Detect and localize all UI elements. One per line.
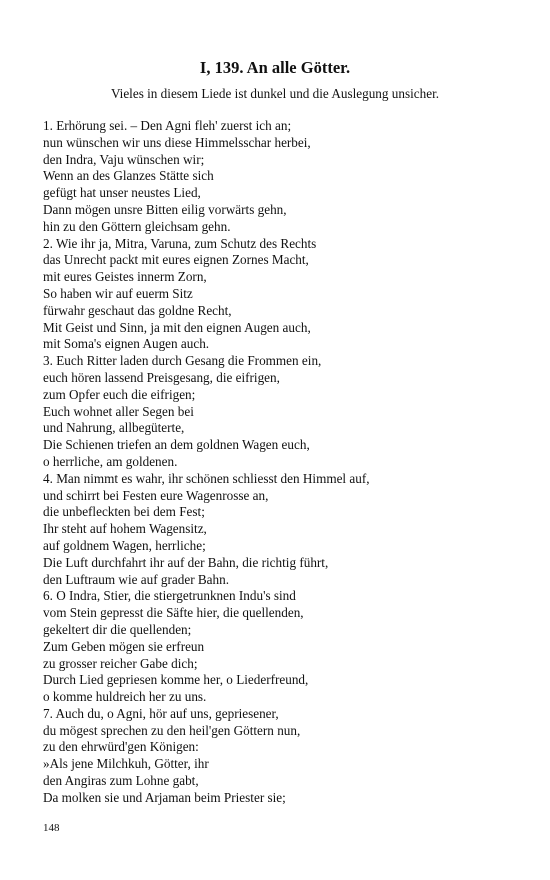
hymn-title: I, 139. An alle Götter. [199,58,351,77]
text-line: fürwahr geschaut das goldne Recht, [43,302,232,318]
text-line: Die Luft durchfahrt ihr auf der Bahn, die richtig führt, [43,554,329,570]
text-line: Euch wohnet aller Segen bei [43,403,194,419]
text-line: Mit Geist und Sinn, ja mit den eignen Augen auch, [43,319,311,335]
text-line: So haben wir auf euerm Sitz [43,285,193,301]
text-line: Zum Geben mögen sie erfreun [43,638,205,654]
text-line: Da molken sie und Arjaman beim Priester sie; [43,789,286,805]
text-line: 6. O Indra, Stier, die stiergetrunknen Indu's sind [43,588,296,604]
text-line: vom Stein gepresst die Säfte hier, die quellenden, [43,605,304,621]
hymn-text [43,118,513,807]
text-line: 4. Man nimmt es wahr, ihr schönen schliesst den Himmel auf, [43,470,370,486]
text-line: und schirrt bei Festen eure Wagenrosse an, [43,487,269,503]
text-line: das Unrecht packt mit eures eignen Zornes Macht, [43,252,309,268]
text-line: Die Schienen triefen an dem goldnen Wagen euch, [43,437,310,453]
text-line: o komme huldreich her zu uns. [43,689,207,705]
text-line: den Indra, Vaju wünschen wir; [43,151,205,167]
text-line: mit Soma's eignen Augen auch. [43,336,210,352]
text-line: gefügt hat unser neustes Lied, [43,185,201,201]
hymn-subtitle: Vieles in diesem Liede ist dunkel und die Auslegung unsicher. [110,86,440,101]
text-line: 1. Erhörung sei. – Den Agni fleh' zuerst ich an; [43,118,292,133]
text-line: du mögest sprechen zu den heil'gen Göttern nun, [43,722,301,738]
text-line: mit eures Geistes innerm Zorn, [43,269,207,285]
text-line: zum Opfer euch die eifrigen; [43,386,196,402]
text-line: Dann mögen unsre Bitten eilig vorwärts gehn, [43,201,287,217]
text-line: hin zu den Göttern gleichsam gehn. [43,218,231,234]
text-line: 3. Euch Ritter laden durch Gesang die Frommen ein, [43,353,322,369]
text-line: auf goldnem Wagen, herrliche; [43,537,206,553]
text-line: nun wünschen wir uns diese Himmelsschar herbei, [43,134,311,150]
page-number: 148 [43,822,60,834]
text-line: euch hören lassend Preisgesang, die eifrigen, [43,369,280,385]
text-line: »Als jene Milchkuh, Götter, ihr [43,756,209,772]
text-line: den Angiras zum Lohne gabt, [43,773,199,789]
text-line: 2. Wie ihr ja, Mitra, Varuna, zum Schutz des Rechts [43,235,317,251]
text-line: den Luftraum wie auf grader Bahn. [43,571,230,587]
text-line: Wenn an des Glanzes Stätte sich [43,168,214,184]
text-line: zu den ehrwürd'gen Königen: [43,739,199,755]
text-line: die unbefleckten bei dem Fest; [43,504,205,520]
text-line: Ihr steht auf hohem Wagensitz, [43,521,207,537]
text-line: 7. Auch du, o Agni, hör auf uns, gepriesener, [43,705,279,721]
text-line: gekeltert dir die quellenden; [43,621,192,637]
text-line: zu grosser reicher Gabe dich; [43,655,198,671]
text-line: o herrliche, am goldenen. [43,453,178,469]
text-line: Durch Lied gepriesen komme her, o Liederfreund, [43,672,309,688]
text-line: und Nahrung, allbegüterte, [43,420,185,436]
